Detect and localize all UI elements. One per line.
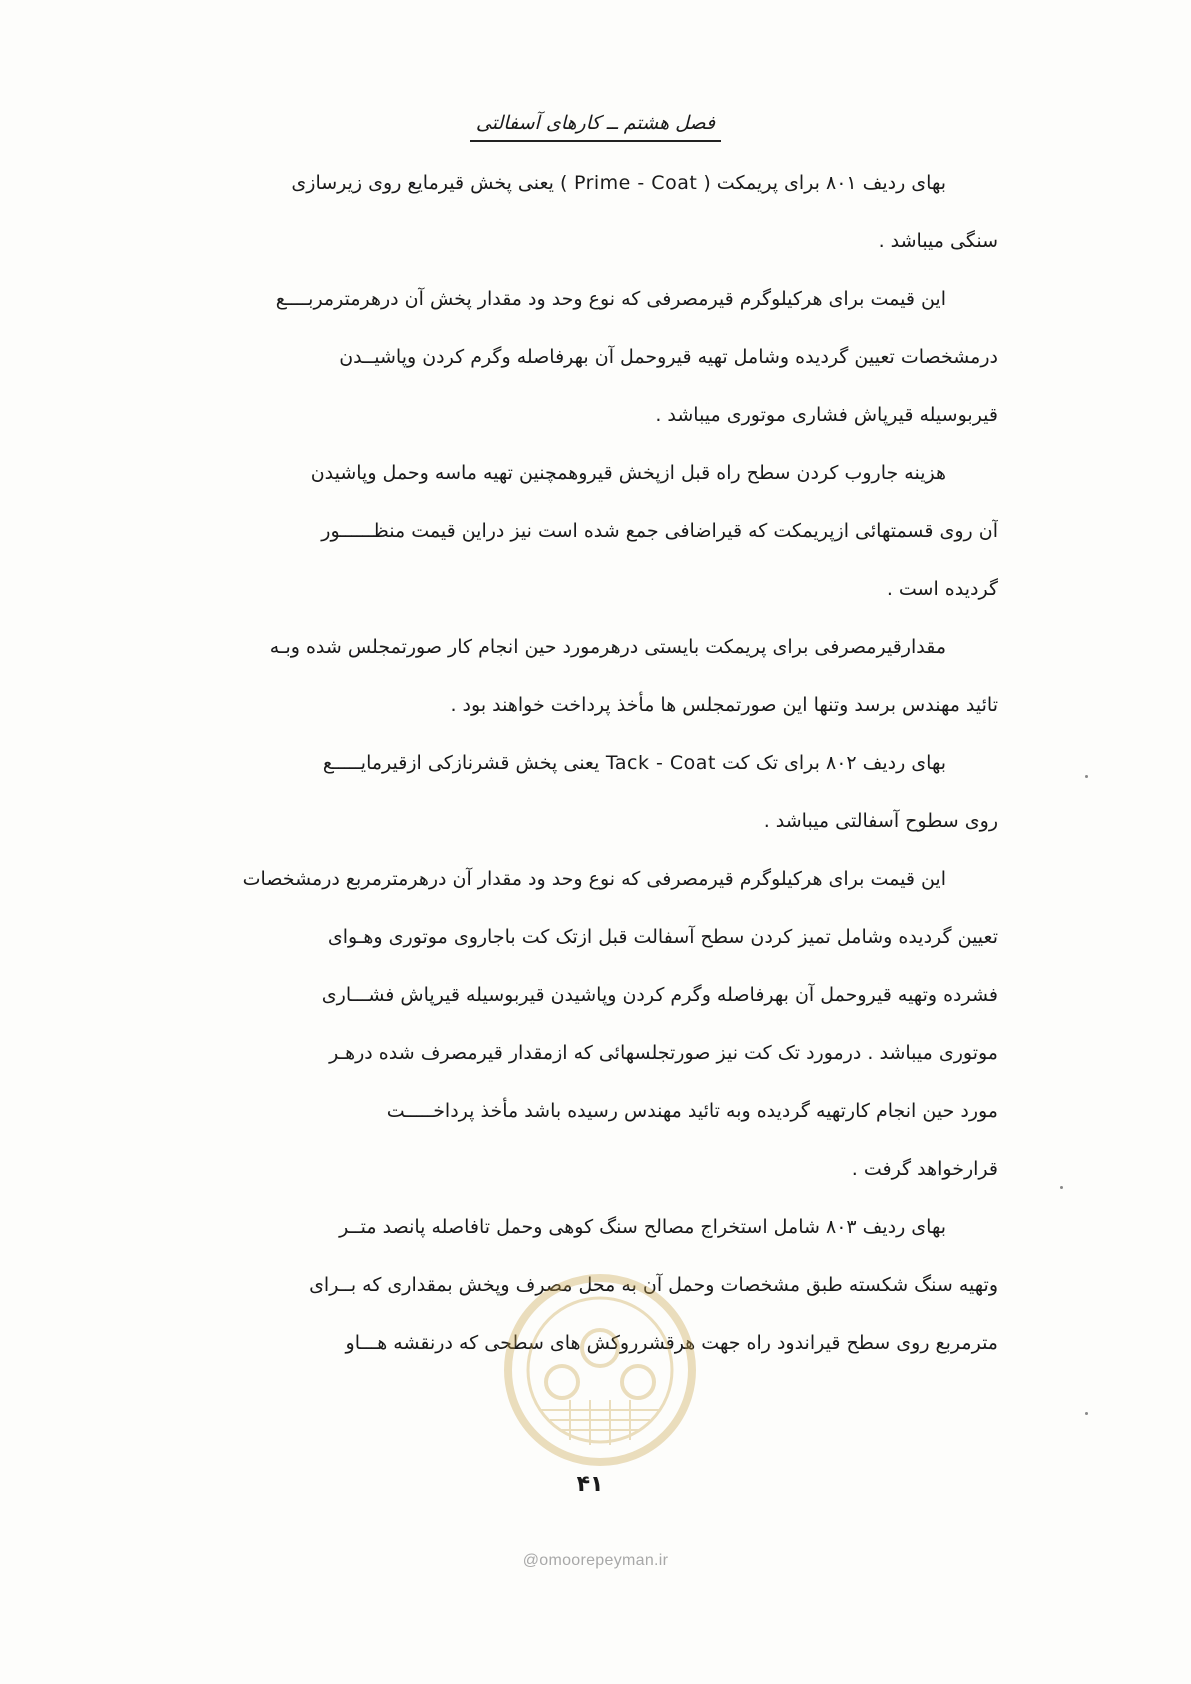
text-line: هزینه جاروب کردن سطح راه قبل ازپخش قیروهمچنین تهیه ماسه وحمل وپاشیدن [310, 462, 946, 484]
text-line: قیربوسیله قیرپاش فشاری موتوری میباشد . [655, 404, 998, 426]
watermark-url: @omoorepeyman.ir [522, 1552, 669, 1569]
text-line: سنگی میباشد . [878, 230, 998, 252]
text-line: روی سطوح آسفالتی میباشد . [763, 810, 998, 832]
page-number: ۴۱ [576, 1472, 604, 1497]
text-line: بهای ردیف ۸۰۲ برای تک کت Tack - Coat یعنی پخش قشرنازکی ازقیرمایـــــع [322, 752, 946, 774]
body-text [118, 168, 998, 1386]
text-line: درمشخصات تعیین گردیده وشامل تهیه قیروحمل آن بهرفاصله وگرم کردن وپاشیــدن [339, 346, 998, 368]
text-line: موتوری میباشد . درمورد تک کت نیز صورتجلسهائی که ازمقدار قیرمصرف شده درهـر [329, 1042, 998, 1064]
text-line: بهای ردیف ۸۰۱ برای پریمکت ( Prime - Coat ) یعنی پخش قیرمایع روی زیرسازی [291, 172, 946, 194]
text-line: تائید مهندس برسد وتنها این صورتمجلس ها مأخذ پرداخت خواهند بود . [450, 694, 998, 716]
watermark-seal-icon [500, 1270, 700, 1470]
page-title-text: فصل هشتم ــ کارهای آسفالتی [470, 112, 721, 142]
text-line: مقدارقیرمصرفی برای پریمکت بایستی درهرمورد حین انجام کار صورتمجلس شده وبـه [269, 636, 946, 658]
page-title [0, 112, 1191, 142]
text-line: این قیمت برای هرکیلوگرم قیرمصرفی که نوع وحد ود مقدار آن درهرمترمربع درمشخصات [242, 868, 946, 890]
text-line: مترمربع روی سطح قیراندود راه جهت هرقشرروکش های سطحی که درنقشه هـــاو [345, 1332, 998, 1354]
text-line: وتهیه سنگ شکسته طبق مشخصات وحمل آن به محل مصرف وپخش بمقداری که بــرای [309, 1274, 998, 1296]
scan-speck [1085, 775, 1088, 778]
text-line: بهای ردیف ۸۰۳ شامل استخراج مصالح سنگ کوهی وحمل تافاصله پانصد متــر [339, 1216, 946, 1238]
text-line: این قیمت برای هرکیلوگرم قیرمصرفی که نوع وحد ود مقدار پخش آن درهرمترمربــــع [275, 288, 946, 310]
text-line: گردیده است . [886, 578, 998, 600]
text-line: قرارخواهد گرفت . [851, 1158, 998, 1180]
scan-speck [1060, 1186, 1063, 1189]
scan-speck [1085, 1412, 1088, 1415]
text-line: مورد حین انجام کارتهیه گردیده وبه تائید مهندس رسیده باشد مأخذ پرداخـــــت [386, 1100, 998, 1122]
text-line: تعیین گردیده وشامل تمیز کردن سطح آسفالت قبل ازتک کت باجاروی موتوری وهـوای [327, 926, 998, 948]
text-line: آن روی قسمتهائی ازپریمکت که قیراضافی جمع شده است نیز دراین قیمت منظــــــور [321, 520, 998, 542]
text-line: فشرده وتهیه قیروحمل آن بهرفاصله وگرم کردن وپاشیدن قیربوسیله قیرپاش فشـــاری [321, 984, 998, 1006]
